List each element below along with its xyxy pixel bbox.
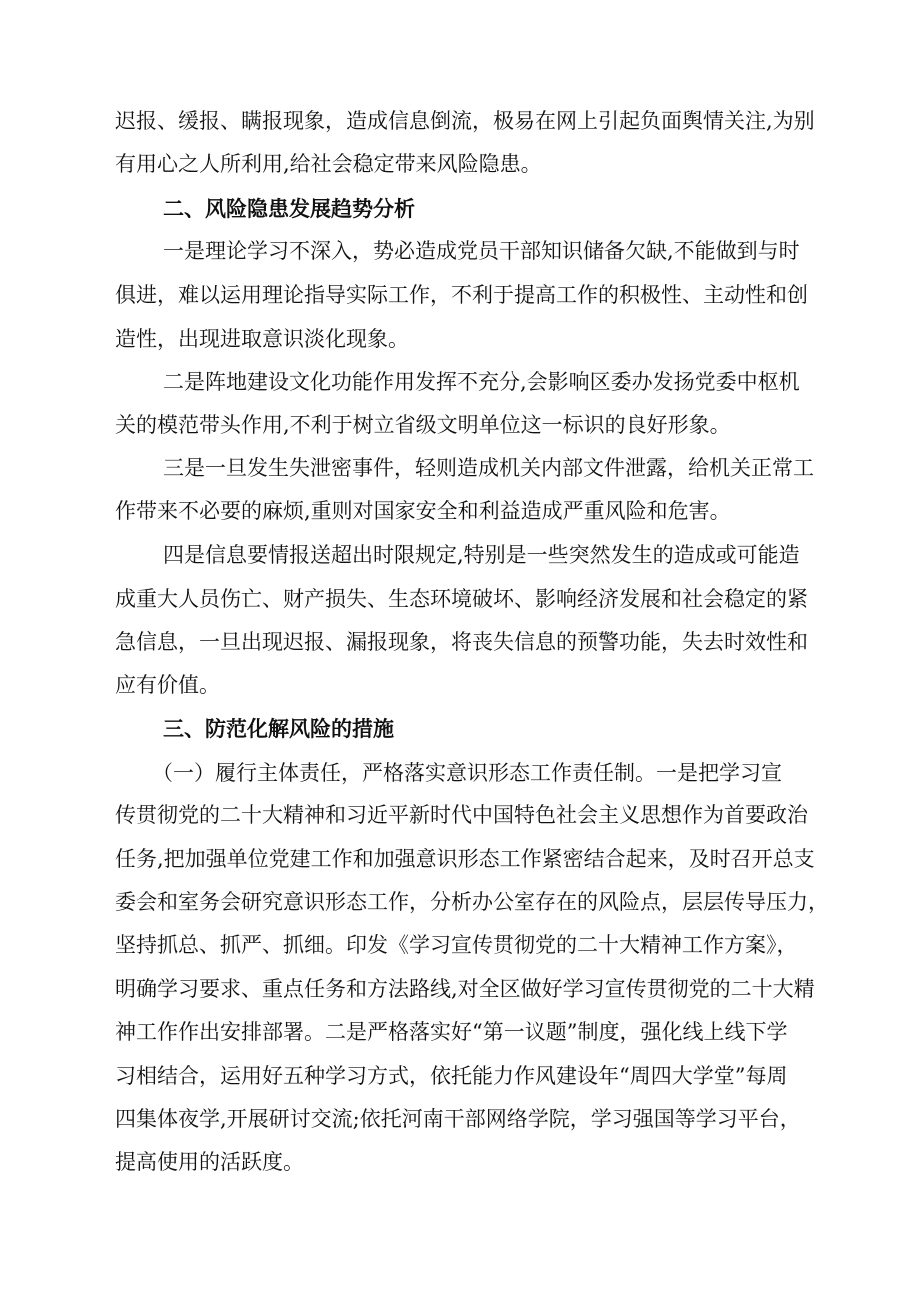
paragraph-line: 一是理论学习不深入，势必造成党员干部知识储备欠缺,不能做到与时 [163, 239, 800, 263]
paragraph-line: 习相结合，运用好五种学习方式，依托能力作风建设年“周四大学堂”每周 [115, 1064, 788, 1088]
paragraph-line: 坚持抓总、抓严、抓细。印发《学习宣传贯彻党的二十大精神工作方案》， [115, 933, 798, 957]
paragraph-line: 提高使用的活跃度。 [115, 1150, 304, 1174]
paragraph-line: 造性，出现进取意识淡化现象。 [115, 327, 409, 351]
paragraph-line: 有用心之人所利用,给社会稳定带来风险隐患。 [115, 152, 542, 176]
paragraph-line: 应有价值。 [115, 673, 220, 697]
paragraph-line: 四是信息要情报送超出时限规定,特别是一些突然发生的造成或可能造 [163, 543, 800, 567]
paragraph-line: 传贯彻党的二十大精神和习近平新时代中国特色社会主义思想作为首要政治 [115, 803, 808, 827]
paragraph-line: 二是阵地建设文化功能作用发挥不充分,会影响区委办发扬党委中枢机 [163, 370, 800, 394]
paragraph-line: 急信息，一旦出现迟报、漏报现象，将丧失信息的预警功能，失去时效性和 [115, 630, 808, 654]
paragraph-line: 作带来不必要的麻烦,重则对国家安全和利益造成严重风险和危害。 [115, 499, 731, 523]
paragraph-line: 神工作作出安排部署。二是严格落实好“第一议题”制度，强化线上线下学 [115, 1020, 788, 1044]
paragraph-line: 委会和室务会研究意识形态工作，分析办公室存在的风险点，层层传导压力， [115, 890, 829, 914]
section-heading-3: 三、防范化解风险的措施 [163, 717, 394, 741]
paragraph-line: 三是一旦发生失泄密事件，轻则造成机关内部文件泄露，给机关正常工 [163, 456, 814, 480]
paragraph-line: 四集体夜学,开展研讨交流;依托河南干部网络学院，学习强国等学习平台， [115, 1107, 801, 1131]
paragraph-line: 任务,把加强单位党建工作和加强意识形态工作紧密结合起来，及时召开总支 [115, 847, 815, 871]
paragraph-line: 明确学习要求、重点任务和方法路线,对全区做好学习宣传贯彻党的二十大精 [115, 977, 815, 1001]
paragraph-line: 关的模范带头作用,不利于树立省级文明单位这一标识的良好形象。 [115, 413, 731, 437]
paragraph-line: 成重大人员伤亡、财产损失、生态环境破坏、影响经济发展和社会稳定的紧 [115, 587, 808, 611]
paragraph-line: 迟报、缓报、瞒报现象，造成信息倒流，极易在网上引起负面舆情关注,为别 [115, 109, 815, 133]
paragraph-line: 俱进，难以运用理论指导实际工作，不利于提高工作的积极性、主动性和创 [115, 283, 808, 307]
section-heading-2: 二、风险隐患发展趋势分析 [163, 197, 415, 221]
paragraph-line: （一）履行主体责任，严格落实意识形态工作责任制。一是把学习宣 [152, 761, 782, 785]
